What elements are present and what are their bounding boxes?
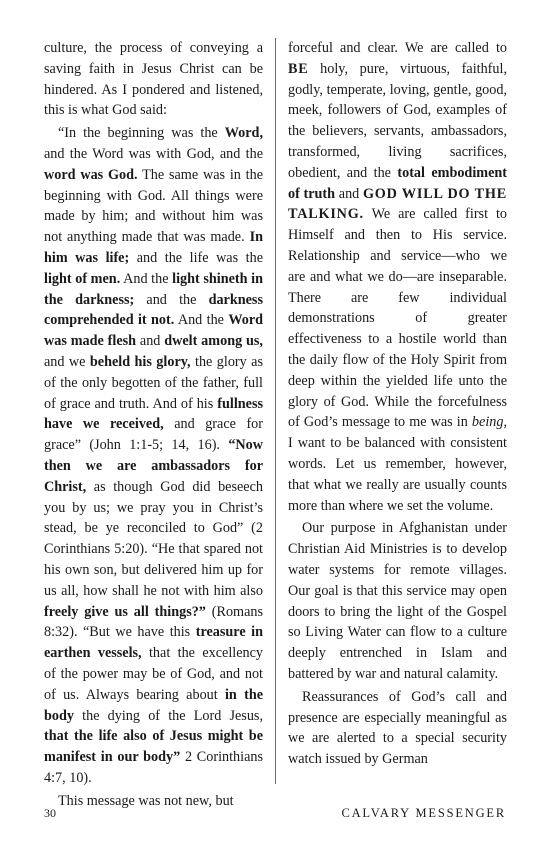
bold-text: dwelt among us, <box>164 333 263 350</box>
bold-text: Word, <box>224 125 263 142</box>
page-number: 30 <box>44 806 56 820</box>
text-run: that the excellency of the power may be of God, and not of us. Always bearing about <box>44 645 263 703</box>
running-title: CALVARY MESSENGER <box>341 806 506 820</box>
bold-text: treasure in earthen vessels, <box>44 624 263 662</box>
bold-text: “Now then we are ambassadors for Christ, <box>44 437 263 495</box>
paragraph <box>288 518 507 684</box>
bold-text: GOD WILL DO THE TALKING. <box>288 185 507 223</box>
text-run: and <box>335 185 363 202</box>
text-run: and we <box>44 353 90 370</box>
bold-text: darkness comprehended it not. <box>44 291 263 329</box>
text-run: and the Word was with God, and the <box>44 145 263 162</box>
text-run: This message was not new, but <box>58 792 234 809</box>
bold-text: that the life also of Jesus might be manifest in our body” <box>44 728 263 766</box>
text-run: “In the beginning was the <box>58 125 225 142</box>
bold-text: Word was made flesh <box>44 312 264 350</box>
left-text-column <box>44 38 263 811</box>
text-run: holy, pure, virtuous, faithful, godly, temperate, loving, gentle, good, meek, followers of God, examples of the believers, servants, ambassadors, transformed, living sacrifices, obedient, and the <box>288 60 507 181</box>
text-run: And the <box>120 270 173 287</box>
text-run: And the <box>174 312 229 329</box>
text-run: The same was in the beginning with God. All things were made by him; and without him was not anything made that was made. <box>44 166 263 246</box>
paragraph <box>44 38 263 121</box>
text-run: We are called first to Himself and then to His service. Relationship and service—who we are and what we do—are inseparable. There are few individual demonstrations of greater effectiveness to a hostile world than the daily flow of the Holy Spirit from deep within the yielded life unto the glory of God. While the forcefulness of God’s message to me was in <box>288 206 507 431</box>
text-run: Reassurances of God’s call and presence are especially meaningful as we are alerted to a special security watch issued by German <box>288 688 507 768</box>
bold-text: total embodiment of truth <box>288 164 507 202</box>
text-run: the dying of the Lord Jesus, <box>73 707 263 724</box>
text-run: forceful and clear. We are called to <box>288 40 507 56</box>
paragraph <box>44 123 263 789</box>
bold-text: fullness have we received, <box>44 395 263 433</box>
bold-text: BE <box>288 60 309 77</box>
bold-text: light shineth in the darkness; <box>44 270 264 308</box>
text-run: Our purpose in Afghanistan under Christian Aid Ministries is to develop water systems for remote villages. Our goal is that this service may open doors to bring the light of the Gospel so Living Water can flow to a culture deeply entrenched in Islam and battered by war and natural calamity. <box>288 520 507 682</box>
bold-text: beheld his glory, <box>89 353 191 370</box>
text-run: I want to be balanced with consistent words. Let us remember, however, that what we really are usually counts more than where we set the volume. <box>288 435 507 514</box>
bold-text: word was God. <box>44 166 138 183</box>
page-footer <box>44 806 506 822</box>
text-run: 2 Corinthians 4:7, 10). <box>44 749 263 786</box>
bold-text: in the body <box>44 686 264 724</box>
paragraph <box>288 38 507 516</box>
bold-text: In him was life; <box>44 229 263 266</box>
column-divider <box>275 38 276 784</box>
text-run: and <box>136 333 165 350</box>
text-run: and grace for grace” (John 1:1-5; 14, 16). <box>44 416 263 454</box>
bold-text: light of men. <box>44 270 121 287</box>
text-run: the glory as of the only begotten of the father, full of grace and truth. And of his <box>44 353 263 412</box>
text-run: (Romans 8:32). “But we have this <box>44 603 263 641</box>
text-run: and the <box>134 291 209 308</box>
text-run: culture, the process of conveying a saving faith in Jesus Christ can be hindered. As I pondered and listened, this is what God said: <box>44 40 263 119</box>
paragraph <box>288 687 507 770</box>
bold-text: freely give us all things?” <box>44 603 206 620</box>
right-text-column <box>288 38 507 770</box>
text-run: and the life was the <box>129 249 263 266</box>
italic-text: being, <box>471 414 507 431</box>
text-run: as though God did beseech you by us; we pray you in Christ’s stead, be ye reconciled to God” (2 Corinthians 5:20). “He that spared not his own son, but delivered him up for us all, how shall he not with him also <box>44 478 263 599</box>
